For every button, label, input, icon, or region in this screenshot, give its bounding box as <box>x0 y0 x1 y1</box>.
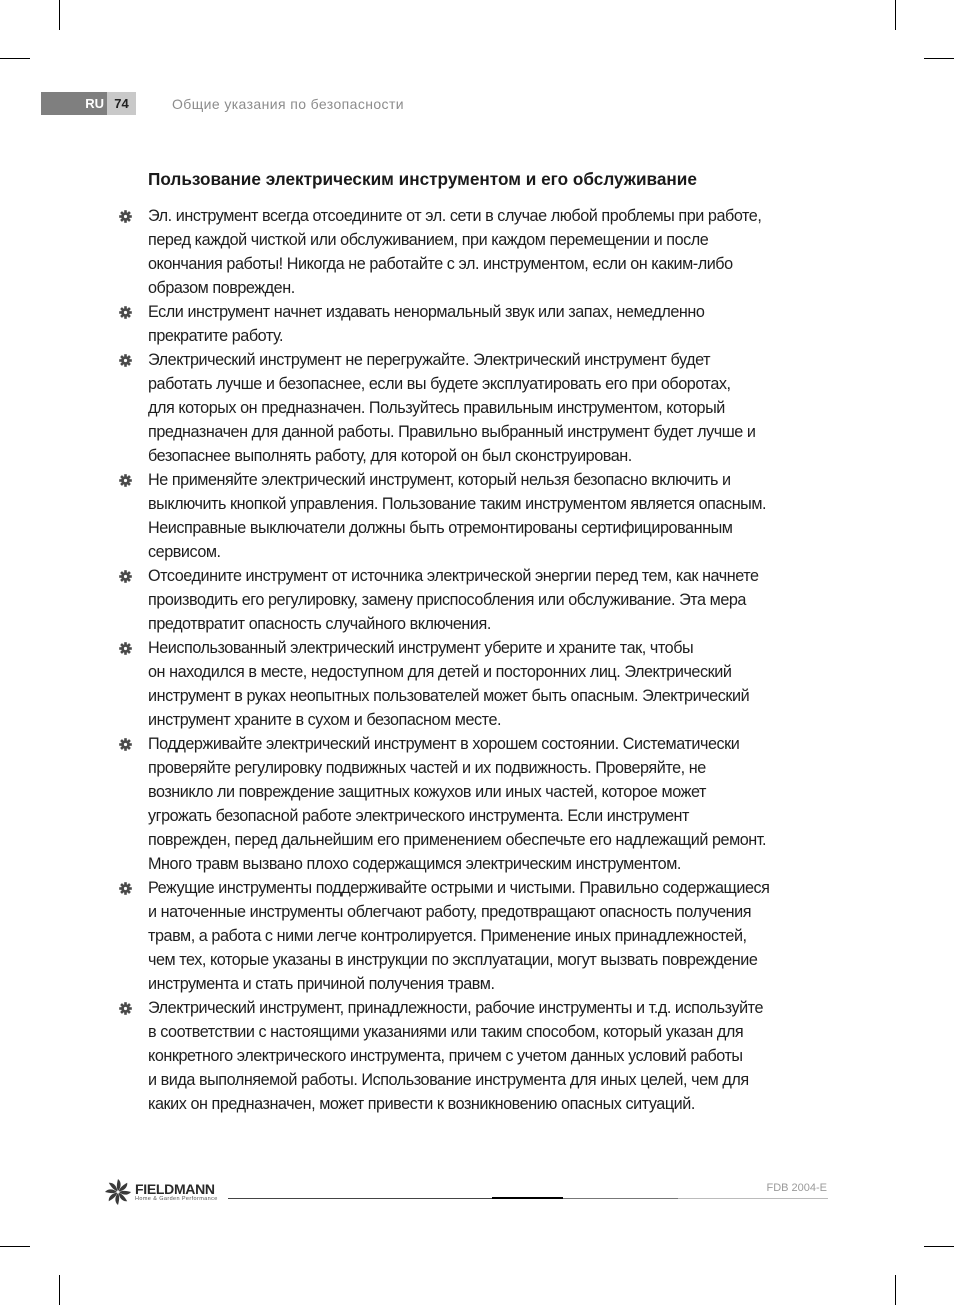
bullet-line: и вида выполняемой работы. Использование инструмента для иных целей, чем для <box>148 1071 749 1089</box>
gear-bullet-icon <box>119 474 132 487</box>
gear-bullet-icon <box>119 570 132 583</box>
bullet-line: образом поврежден. <box>148 279 295 297</box>
bullet-line: Неиспользованный электрический инструмент уберите и храните так, чтобы <box>148 639 694 657</box>
footer-rule-mid <box>563 1198 678 1199</box>
bullet-text <box>148 303 704 345</box>
list-item <box>0 876 820 996</box>
bullet-line: чем тех, которые указаны в инструкции по эксплуатации, могут вызвать повреждение <box>148 951 758 969</box>
bullet-text <box>148 879 770 993</box>
bullet-line: поврежден, перед дальнейшим его применением обеспечьте его надлежащий ремонт. <box>148 831 767 849</box>
bullet-line: работать лучше и безопаснее, если вы будете эксплуатировать его при оборотах, <box>148 375 731 393</box>
section-title: Общие указания по безопасности <box>172 96 404 112</box>
bullet-text <box>148 735 766 873</box>
list-item <box>0 564 820 636</box>
footer-logo <box>104 1178 218 1206</box>
safety-bullet-list <box>0 204 820 1116</box>
bullet-line: инструмент храните в сухом и безопасном месте. <box>148 711 502 729</box>
bullet-line: Не применяйте электрический инструмент, который нельзя безопасно включить и <box>148 471 731 489</box>
crop-mark <box>924 58 954 59</box>
gear-bullet-icon <box>119 642 132 655</box>
bullet-text <box>148 207 761 297</box>
crop-mark <box>59 0 60 30</box>
bullet-line: Режущие инструменты поддерживайте острыми и чистыми. Правильно содержащиеся <box>148 879 770 897</box>
list-item <box>0 996 820 1116</box>
crop-mark <box>895 1275 896 1305</box>
model-code: FDB 2004-E <box>766 1182 827 1194</box>
bullet-line: угрожать безопасной работе электрического инструмента. Если инструмент <box>148 807 689 825</box>
bullet-text <box>148 567 759 633</box>
bullet-line: в соответствии с настоящими указаниями или таким способом, который указан для <box>148 1023 744 1041</box>
crop-mark <box>924 1246 954 1247</box>
bullet-line: Отсоедините инструмент от источника электрической энергии перед тем, как начнете <box>148 567 759 585</box>
crop-mark <box>0 58 30 59</box>
brand-name: FIELDMANN <box>135 1180 215 1197</box>
footer-rule-dark <box>228 1198 492 1199</box>
bullet-line: производить его регулировку, замену приспособления или обслуживание. Эта мера <box>148 591 746 609</box>
bullet-text <box>148 639 749 729</box>
bullet-line: проверяйте регулировку подвижных частей и их подвижность. Проверяйте, не <box>148 759 706 777</box>
gear-bullet-icon <box>119 1002 132 1015</box>
list-item <box>0 636 820 732</box>
footer-rule-black <box>492 1197 563 1199</box>
bullet-line: инструмента и стать причиной получения травм. <box>148 975 495 993</box>
bullet-text <box>148 471 766 561</box>
crop-mark <box>895 0 896 30</box>
bullet-text <box>148 999 763 1113</box>
gear-bullet-icon <box>119 306 132 319</box>
gear-bullet-icon <box>119 354 132 367</box>
page-number: 74 <box>107 92 136 115</box>
bullet-line: он находился в месте, недоступном для детей и посторонних лиц. Электрический <box>148 663 732 681</box>
language-tab: RU <box>41 92 107 115</box>
bullet-line: травм, а работа с ними легче контролируется. Применение иных принадлежностей, <box>148 927 747 945</box>
crop-mark <box>0 1246 30 1247</box>
bullet-line: для которых он предназначен. Пользуйтесь правильным инструментом, который <box>148 399 725 417</box>
bullet-line: Электрический инструмент не перегружайте. Электрический инструмент будет <box>148 351 711 369</box>
bullet-line: перед каждой чисткой или обслуживанием, при каждом перемещении и после <box>148 231 709 249</box>
fieldmann-logo-icon <box>104 1178 132 1206</box>
bullet-line: каких он предназначен, может привести к возникновению опасных ситуаций. <box>148 1095 695 1113</box>
list-item <box>0 300 820 348</box>
bullet-line: предназначен для данной работы. Правильно выбранный инструмент будет лучше и <box>148 423 756 441</box>
list-item <box>0 732 820 876</box>
bullet-line: возникло ли повреждение защитных кожухов или иных частей, которое может <box>148 783 706 801</box>
gear-bullet-icon <box>119 738 132 751</box>
bullet-text <box>148 351 755 465</box>
bullet-line: Неисправные выключатели должны быть отремонтированы сертифицированным <box>148 519 733 537</box>
bullet-line: Если инструмент начнет издавать ненормальный звук или запах, немедленно <box>148 303 705 321</box>
gear-bullet-icon <box>119 210 132 223</box>
bullet-line: Эл. инструмент всегда отсоедините от эл. сети в случае любой проблемы при работе, <box>148 207 762 225</box>
bullet-line: Много травм вызвано плохо содержащимся электрическим инструментом. <box>148 855 681 873</box>
crop-mark <box>59 1275 60 1305</box>
bullet-line: выключить кнопкой управления. Пользование таким инструментом является опасным. <box>148 495 767 513</box>
bullet-line: конкретного электрического инструмента, причем с учетом данных условий работы <box>148 1047 743 1065</box>
list-item <box>0 204 820 300</box>
gear-bullet-icon <box>119 882 132 895</box>
list-item <box>0 348 820 468</box>
brand-tagline: Home & Garden Performance <box>135 1195 218 1202</box>
footer-rule-light <box>678 1198 828 1199</box>
bullet-line: инструмент в руках неопытных пользователей может быть опасным. Электрический <box>148 687 750 705</box>
bullet-line: прекратите работу. <box>148 327 284 345</box>
bullet-line: предотвратит опасность случайного включения. <box>148 615 491 633</box>
bullet-line: безопаснее выполнять работу, для которой он был сконструирован. <box>148 447 632 465</box>
bullet-line: Поддерживайте электрический инструмент в хорошем состоянии. Систематически <box>148 735 740 753</box>
bullet-line: и наточенные инструменты облегчают работу, предотвращают опасность получения <box>148 903 752 921</box>
page-header <box>41 92 136 115</box>
list-item <box>0 468 820 564</box>
bullet-line: окончания работы! Никогда не работайте с эл. инструментом, если он каким-либо <box>148 255 733 273</box>
bullet-line: Электрический инструмент, принадлежности, рабочие инструменты и т.д. используйте <box>148 999 764 1017</box>
bullet-line: сервисом. <box>148 543 221 561</box>
doc-heading: Пользование электрическим инструментом и его обслуживание <box>148 169 697 189</box>
